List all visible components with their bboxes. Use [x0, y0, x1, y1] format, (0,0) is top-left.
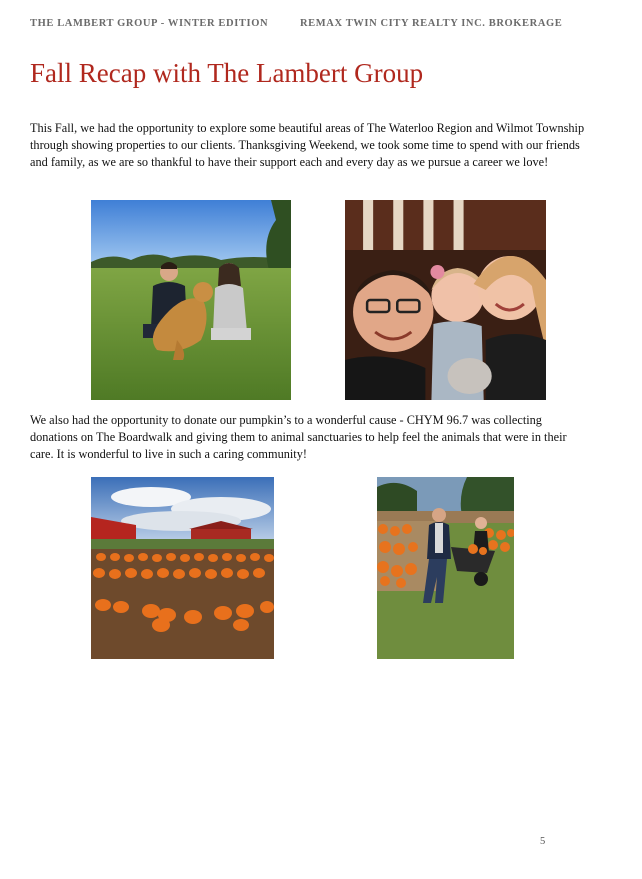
page-number: 5: [540, 836, 546, 847]
photo-wheelbarrow-pumpkin-patch: [377, 477, 514, 659]
header-brokerage-name: REMAX TWIN CITY REALTY INC. BROKERAGE: [300, 18, 563, 29]
photo-pumpkin-field: [91, 477, 274, 659]
photo-family-selfie: [345, 200, 546, 400]
page-title: Fall Recap with The Lambert Group: [30, 58, 424, 88]
intro-paragraph: This Fall, we had the opportunity to explore some beautiful areas of The Waterloo Region and Wilmot Township through showing properties to our clients. Thanksgiving Weekend, we took some time to spend with our friends and family, as we are so thankful to have their support each and every day as we pursue a career we love!: [30, 121, 585, 169]
donation-paragraph: We also had the opportunity to donate our pumpkin’s to a wonderful cause - CHYM 96.7 was collecting donations on The Boardwalk and giving them to animal sanctuaries to help feel the animals that were in their care. It is wonderful to live in such a caring community!: [30, 413, 567, 461]
running-header: [30, 18, 612, 32]
header-newsletter-title: THE LAMBERT GROUP - WINTER EDITION: [30, 18, 269, 29]
photo-couple-with-dog: [91, 200, 291, 400]
